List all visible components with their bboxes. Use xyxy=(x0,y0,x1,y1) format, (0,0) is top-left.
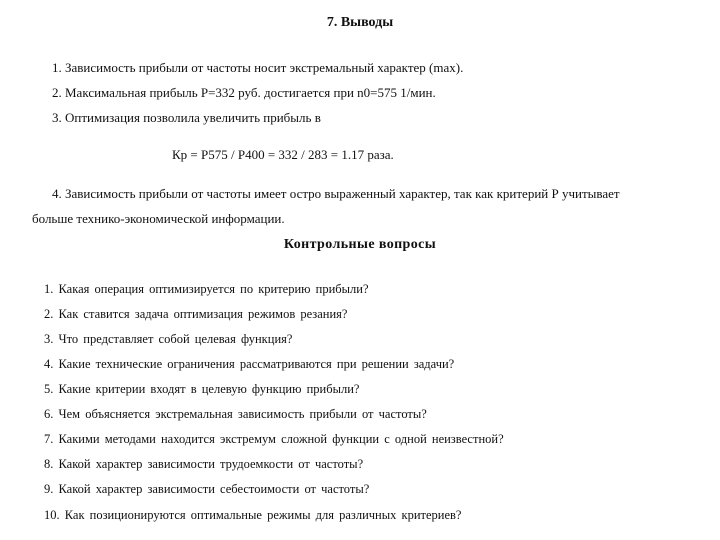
conclusion-2: 2. Максимальная прибыль Р=332 руб. достигается при n0=575 1/мин. xyxy=(52,85,436,100)
question-item: 6. Чем объясняется экстремальная зависимость прибыли от частоты? xyxy=(44,407,427,421)
question-item: 8. Какой характер зависимости трудоемкости от частоты? xyxy=(44,457,364,471)
question-item: 1. Какая операция оптимизируется по критерию прибыли? xyxy=(44,282,369,296)
conclusion-3: 3. Оптимизация позволила увеличить прибыль в xyxy=(52,110,321,125)
conclusion-1: 1. Зависимость прибыли от частоты носит экстремальный характер (max). xyxy=(52,60,464,75)
profit-ratio-formula: Кр = Р575 / Р400 = 332 / 283 = 1.17 раза. xyxy=(172,147,394,162)
question-item: 9. Какой характер зависимости себестоимости от частоты? xyxy=(44,482,370,496)
conclusion-4-line-1: 4. Зависимость прибыли от частоты имеет остро выраженный характер, так как критерий Р учитывает xyxy=(52,186,620,201)
question-item: 4. Какие технические ограничения рассматриваются при решении задачи? xyxy=(44,357,455,371)
questions-title: Контрольные вопросы xyxy=(283,237,437,252)
question-item: 5. Какие критерии входят в целевую функцию прибыли? xyxy=(44,382,360,396)
section-title: 7. Выводы xyxy=(326,15,394,30)
question-item: 2. Как ставится задача оптимизация режимов резания? xyxy=(44,307,348,321)
question-item: 3. Что представляет собой целевая функция? xyxy=(44,332,293,346)
conclusion-4-line-2: больше технико-экономической информации. xyxy=(32,211,285,226)
question-item: 7. Какими методами находится экстремум сложной функции с одной неизвестной? xyxy=(44,432,504,446)
question-item: 10. Как позиционируются оптимальные режимы для различных критериев? xyxy=(44,508,462,522)
